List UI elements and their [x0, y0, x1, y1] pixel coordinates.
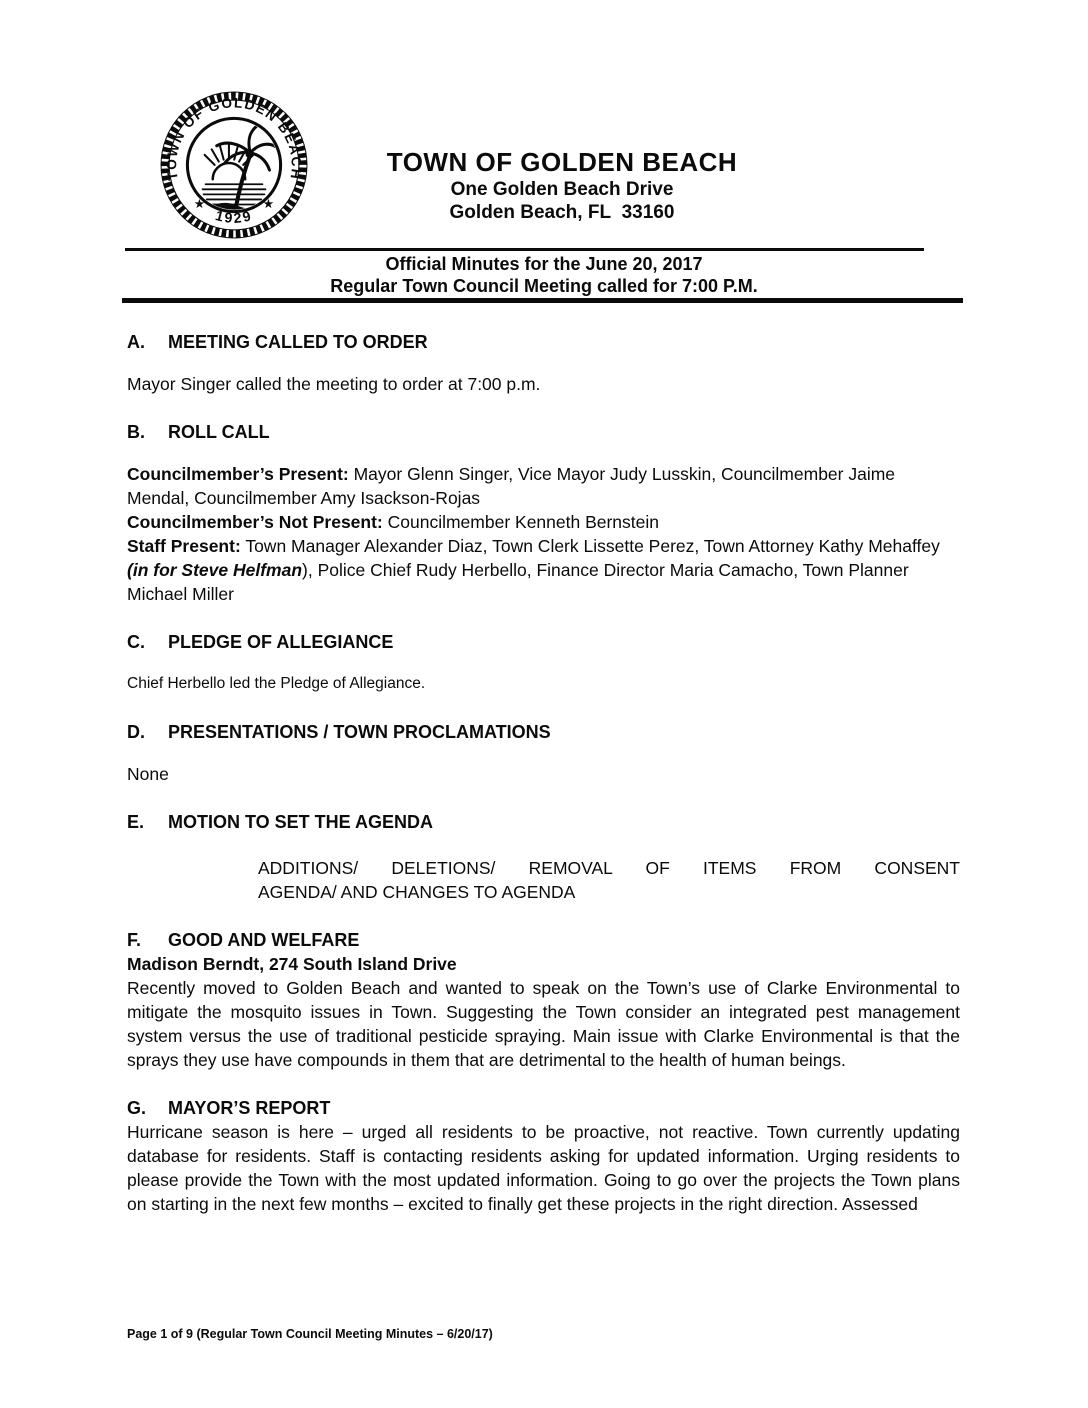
- section-c-body: Chief Herbello led the Pledge of Allegiance.: [127, 675, 426, 692]
- section-c-title: PLEDGE OF ALLEGIANCE: [168, 632, 394, 652]
- org-address-line1: One Golden Beach Drive: [450, 179, 674, 200]
- section-a-title: MEETING CALLED TO ORDER: [168, 332, 428, 352]
- section-c-letter: C.: [127, 632, 145, 652]
- section-e-title: MOTION TO SET THE AGENDA: [168, 812, 434, 832]
- section-c-heading: [127, 630, 960, 654]
- star-icon: ★: [194, 198, 205, 211]
- section-f-title: GOOD AND WELFARE: [168, 930, 360, 950]
- section-f-body: Recently moved to Golden Beach and wanted to speak on the Town’s use of Clarke Environmental to mitigate the mosquito issues in Town. Suggesting the Town consider an integrated pest management system versus the use of traditional pesticide spraying. Main issue with Clarke Environmental is that the sprays they use have compounds in them that are detrimental to the health of human beings.: [127, 978, 960, 1070]
- section-a-heading: [127, 330, 960, 354]
- section-e-letter: E.: [127, 812, 145, 832]
- staff-label: Staff Present:: [127, 536, 241, 556]
- section-b-heading: [127, 420, 960, 444]
- section-g-body: Hurricane season is here – urged all residents to be proactive, not reactive. Town currently updating database for residents. Staff is contacting residents asking for updated information. Urging residents to please provide the Town with the most updated information. Going to go over the projects the Town plans on starting in the next few months – excited to finally get these projects in the right direction. Assessed: [127, 1122, 960, 1214]
- section-b-title: ROLL CALL: [168, 422, 270, 442]
- divider-thick: [122, 298, 963, 303]
- section-d-heading: [127, 720, 960, 744]
- present-label: Councilmember’s Present:: [127, 464, 349, 484]
- roll-call-present: [127, 462, 960, 510]
- section-f-letter: F.: [127, 930, 142, 950]
- document-title: [0, 253, 1088, 297]
- speaker-name-address: Madison Berndt, 274 South Island Drive: [127, 954, 457, 974]
- staff-substitution-note: (in for Steve Helfman: [127, 560, 303, 580]
- org-name: TOWN OF GOLDEN BEACH: [386, 147, 738, 177]
- star-icon: ★: [263, 198, 274, 211]
- minutes-body: [127, 330, 960, 1216]
- staff-names-2: ), Police Chief Rudy Herbello, Finance Director Maria Camacho, Town Planner Michael Miller: [127, 560, 909, 604]
- section-d-body: None: [127, 764, 169, 784]
- staff-present: [127, 534, 960, 606]
- title-line-1: Official Minutes for the June 20, 2017: [385, 254, 703, 274]
- roll-call-not-present: [127, 510, 960, 534]
- divider-thin: [125, 248, 924, 251]
- staff-names-1: Town Manager Alexander Diaz, Town Clerk Lissette Perez, Town Attorney Kathy Mehaffey: [240, 536, 940, 556]
- agenda-changes-line1: ADDITIONS/ DELETIONS/ REMOVAL OF ITEMS FROM CONSENT: [258, 858, 960, 878]
- section-e-heading: [127, 810, 960, 834]
- org-address-line2: Golden Beach, FL 33160: [449, 202, 675, 223]
- page-footer: Page 1 of 9 (Regular Town Council Meeting Minutes – 6/20/17): [127, 1327, 493, 1341]
- section-f-heading: [127, 928, 960, 952]
- section-a-body: Mayor Singer called the meeting to order at 7:00 p.m.: [127, 374, 541, 394]
- title-line-2: Regular Town Council Meeting called for 7:00 P.M.: [330, 276, 758, 296]
- letterhead: [0, 146, 1088, 224]
- present-names: Mayor Glenn Singer, Vice Mayor Judy Lusskin, Councilmember Jaime Mendal, Councilmember Amy Isackson-Rojas: [127, 464, 896, 508]
- not-present-label: Councilmember’s Not Present:: [127, 512, 383, 532]
- section-d-title: PRESENTATIONS / TOWN PROCLAMATIONS: [168, 722, 551, 742]
- section-d-letter: D.: [127, 722, 145, 742]
- section-g-title: MAYOR’S REPORT: [168, 1098, 331, 1118]
- section-g-heading: [127, 1096, 960, 1120]
- section-g-letter: G.: [127, 1098, 147, 1118]
- section-a-letter: A.: [127, 332, 145, 352]
- seal-ring-text: TOWN OF GOLDEN BEACH: [164, 95, 304, 182]
- agenda-changes-line2: AGENDA/ AND CHANGES TO AGENDA: [258, 882, 576, 902]
- seal-year: 1929: [213, 207, 255, 227]
- agenda-changes-note: [258, 856, 960, 904]
- section-b-letter: B.: [127, 422, 145, 442]
- not-present-names: Councilmember Kenneth Bernstein: [382, 512, 660, 532]
